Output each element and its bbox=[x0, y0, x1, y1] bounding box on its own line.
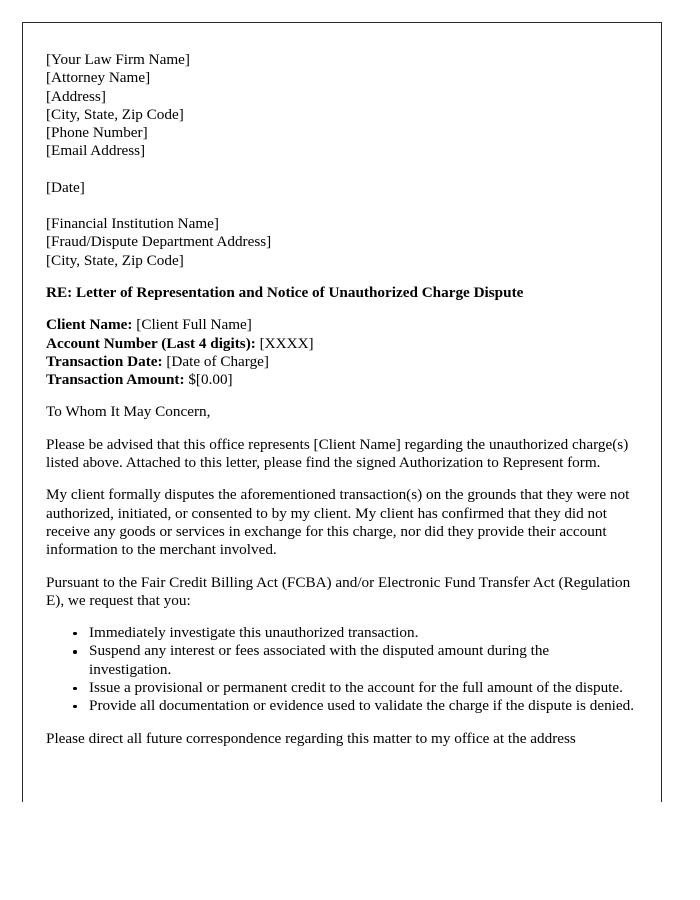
spacer bbox=[46, 560, 635, 574]
bullet-icon bbox=[73, 687, 77, 691]
bullet-icon bbox=[73, 705, 77, 709]
list-item bbox=[73, 697, 635, 715]
bullet-icon bbox=[73, 650, 77, 654]
case-detail-value: $[0.00] bbox=[188, 371, 233, 389]
bullet-icon bbox=[73, 632, 77, 636]
sender-line: [Phone Number] bbox=[46, 124, 148, 142]
body-paragraph: My client formally disputes the aforementioned transaction(s) on the grounds that they were not authorized, initiated, or consented to by my client. My client has confirmed that they did not receive any goods or services in exchange for this charge, nor did they provide their account information to the merchant involved. bbox=[46, 486, 630, 559]
case-detail-value: [Date of Charge] bbox=[166, 352, 269, 370]
case-detail-label: Account Number (Last 4 digits): bbox=[46, 334, 256, 352]
spacer bbox=[46, 302, 635, 316]
case-detail-row bbox=[46, 316, 635, 334]
date-line: [Date] bbox=[46, 178, 85, 196]
spacer bbox=[46, 472, 635, 486]
list-item bbox=[73, 642, 635, 679]
list-item bbox=[73, 679, 635, 697]
spacer bbox=[46, 716, 635, 730]
spacer bbox=[46, 197, 635, 215]
spacer bbox=[46, 161, 635, 179]
list-item-label: Issue a provisional or permanent credit to the account for the full amount of the dispute. bbox=[89, 679, 623, 697]
recipient-line: [Fraud/Dispute Department Address] bbox=[46, 233, 272, 251]
case-details-block bbox=[46, 316, 635, 389]
spacer bbox=[46, 610, 635, 624]
requests-list bbox=[46, 624, 635, 715]
list-item-label: Suspend any interest or fees associated with the disputed amount during the investigation. bbox=[89, 642, 550, 678]
document-content bbox=[23, 23, 661, 748]
salutation: To Whom It May Concern, bbox=[46, 403, 211, 421]
sender-line: [City, State, Zip Code] bbox=[46, 105, 184, 123]
recipient-address-block bbox=[46, 215, 635, 270]
case-detail-row bbox=[46, 371, 635, 389]
spacer bbox=[46, 389, 635, 403]
case-detail-value: [XXXX] bbox=[259, 334, 314, 352]
spacer bbox=[46, 270, 635, 284]
sender-line: [Your Law Firm Name] bbox=[46, 51, 190, 68]
document-page bbox=[22, 22, 662, 802]
case-detail-value: [Client Full Name] bbox=[136, 316, 252, 334]
case-detail-label: Client Name: bbox=[46, 316, 133, 334]
list-item bbox=[73, 624, 635, 642]
case-detail-row bbox=[46, 335, 635, 353]
sender-line: [Attorney Name] bbox=[46, 69, 151, 87]
case-detail-label: Transaction Amount: bbox=[46, 371, 185, 389]
case-detail-label: Transaction Date: bbox=[46, 352, 163, 370]
recipient-line: [City, State, Zip Code] bbox=[46, 251, 184, 269]
body-paragraph: Please be advised that this office represents [Client Name] regarding the unauthorized charge(s) listed above. Attached to this letter, please find the signed Authorization to Represent form. bbox=[46, 435, 629, 472]
spacer bbox=[46, 422, 635, 436]
case-detail-row bbox=[46, 353, 635, 371]
recipient-line: [Financial Institution Name] bbox=[46, 215, 219, 233]
sender-line: [Address] bbox=[46, 87, 106, 105]
body-paragraph: Pursuant to the Fair Credit Billing Act (FCBA) and/or Electronic Fund Transfer Act (Regulation E), we request that you: bbox=[46, 573, 631, 609]
list-item-label: Provide all documentation or evidence used to validate the charge if the dispute is denied. bbox=[89, 697, 635, 715]
list-item-label: Immediately investigate this unauthorized transaction. bbox=[89, 624, 419, 642]
closing-paragraph: Please direct all future correspondence regarding this matter to my office at the address bbox=[46, 729, 576, 747]
sender-line: [Email Address] bbox=[46, 142, 146, 160]
sender-address-block bbox=[46, 51, 635, 161]
subject-line: RE: Letter of Representation and Notice of Unauthorized Charge Dispute bbox=[46, 283, 524, 301]
